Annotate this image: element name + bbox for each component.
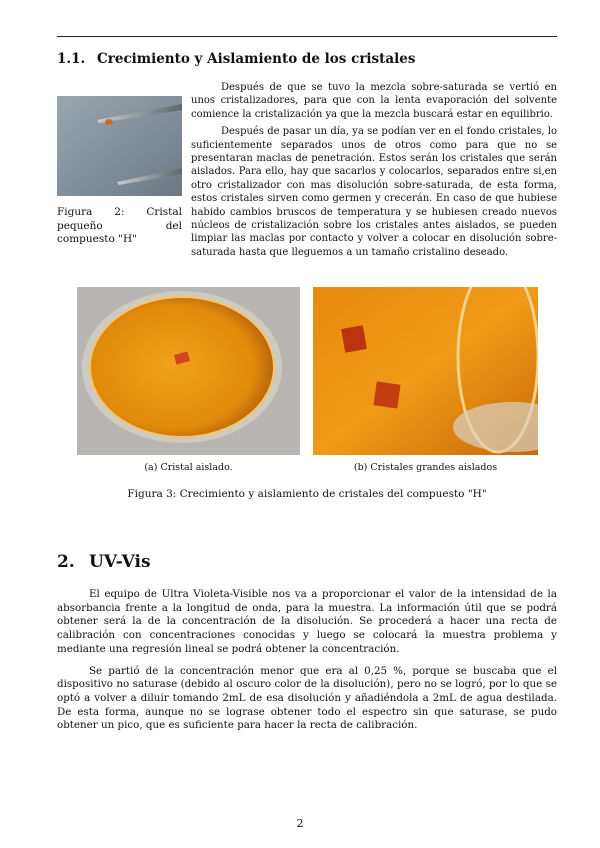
figure-3a-photo [77,287,300,455]
paragraph: Se partió de la concentración menor que era al 0,25 %, porque se buscaba que el dispositivo no saturase (debido al oscuro color de la disolución), pero no se logró, por lo que se optó a volver a diluir tomando 2mL de esa disolución y añadiéndola a 2mL de agua destilada. De esta forma, aunque no se lograse obtener todo el espectro sin que saturase, se pudo obtener un pico, que es suficiente para hacer la recta de calibración. [57,664,557,732]
header-rule [57,36,557,37]
crystal-shape [105,119,113,125]
section-title: Crecimiento y Aislamiento de los cristales [97,51,416,67]
figure-2-caption: Figura 2: Cristal pequeño del compuesto "H" [57,206,182,245]
section-2-body [57,588,557,741]
crystal-shape [373,381,400,408]
paragraph: Después de que se tuvo la mezcla sobre-saturada se vertió en unos cristalizadores, para que con la lenta evaporación del solvente comience la cristalización ya que la mezcla buscará estar en equilibrio. [191,82,557,120]
crystal-shape [341,325,367,352]
figure-3b-subcaption: (b) Cristales grandes aislados [353,462,498,473]
section-title: UV-Vis [89,552,151,572]
section-number: 2. [57,552,75,572]
page-number: 2 [296,817,304,830]
section-heading-1-1 [57,51,415,67]
section-1-1-body [191,81,557,263]
figure-3b-photo [313,287,538,455]
paragraph: El equipo de Ultra Violeta-Visible nos va a proporcionar el valor de la intensidad de la absorbancia frente a la longitud de onda, para la muestra. La información útil que se podrá obtener será la de la concentración de la disolución. Se procederá a hacer una recta de calibración con concentraciones conocidas y luego se colocará la muestra problema y mediante una regresión lineal se podrá obtener la concentración. [57,588,557,655]
section-heading-2 [57,552,151,572]
figure-2-photo [57,96,182,196]
figure-3a-subcaption: (a) Cristal aislado. [144,462,233,473]
section-number: 1.1. [57,51,86,67]
figure-3-caption: Figura 3: Crecimiento y aislamiento de cristales del compuesto "H" [127,488,487,500]
paragraph: Después de pasar un día, ya se podían ver en el fondo cristales, lo suficientemente separados unos de otros como para que no se presentaran maclas de penetración. Estos serán los cristales que serán aislados. Para ello, hay que sacarlos y colocarlos, separados entre si,en otro cristalizador con mas disolución sobre-saturada, de esta forma, estos cristales sirven como germen y crecerán. En caso de que hubiese habido cambios bruscos de temperatura y se hubiesen creado nuevos núcleos de cristalización sobre los cristales antes aislados, se pueden limpiar las maclas por contacto y volver a colocar en disolución sobre-saturada hasta que lleguemos a un tamaño cristalino deseado. [191,126,557,258]
